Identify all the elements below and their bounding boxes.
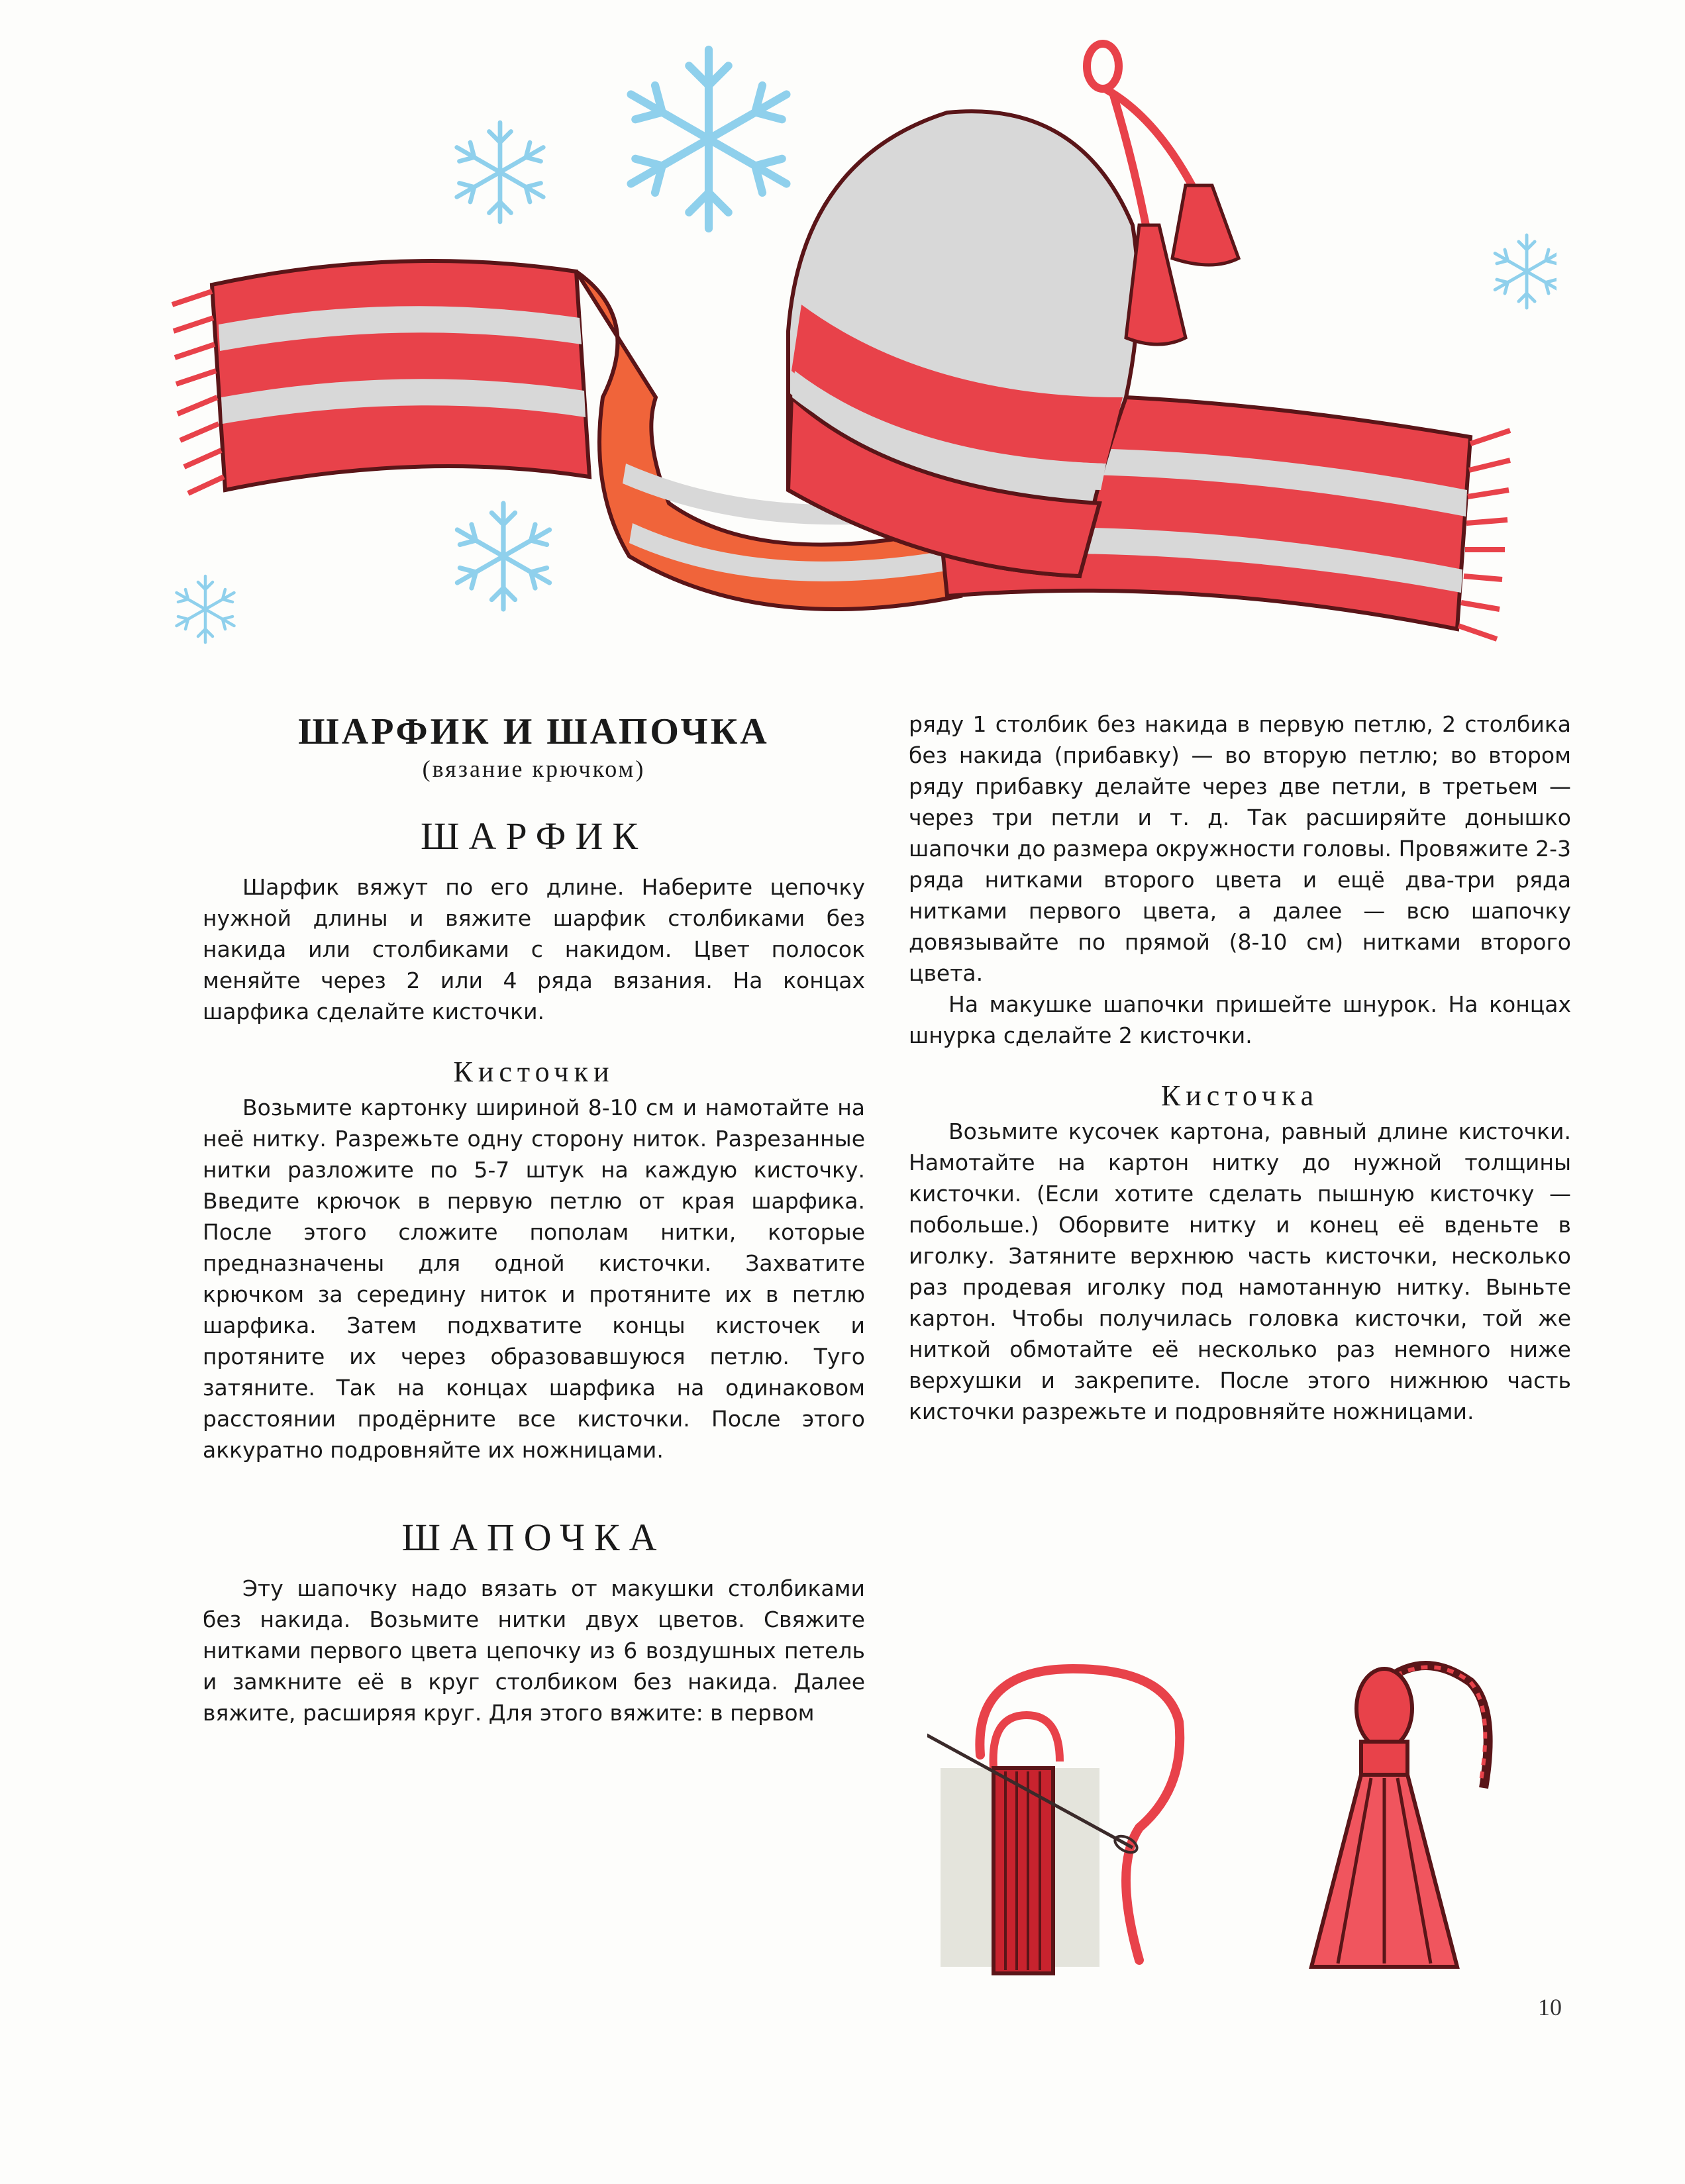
scarf-left-end: [172, 261, 589, 493]
hat: [788, 111, 1138, 576]
tassel-making-illustration: [927, 1656, 1590, 1987]
scarf-heading: ШАРФИК: [420, 815, 648, 858]
page-title: ШАРФИК И ШАПОЧКА: [298, 711, 770, 752]
scarf-tassels-heading: Кисточки: [453, 1056, 615, 1088]
scarf-and-hat-illustration: [166, 26, 1557, 662]
finished-tassel-icon: [1311, 1665, 1488, 1967]
hat-paragraph-part1: Эту шапочку надо вязать от макушки столбиками без накида. Возьмите нитки двух цветов. Свяжите нитками первого цвета цепочку из 6 воздушных петель и замкните её в круг столбиком без накида. Далее вяжите, расширяя круг. Для этого вяжите: в первом: [203, 1575, 865, 1726]
page-number: 10: [1538, 1994, 1562, 2020]
hat-cord-paragraph: На макушке шапочки пришейте шнурок. На концах шнурка сделайте 2 кисточки.: [909, 991, 1571, 1048]
scarf-tassels-paragraph: Возьмите картонку шириной 8-10 см и намотайте на неё нитку. Разрежьте одну сторону ниток. Разрезанные нитки разложите по 5-7 штук на каждую кисточку. Введите крючок в первую петлю от края шарфика. После этого сложите пополам нитки, которые предназначены для одной кисточки. Захватите крючком за середину ниток и протяните их в петлю шарфика. Затем подхватите концы кисточек и протяните их через образовавшуюся петлю. Туго затяните. Так на концах шарфика на одинаковом расстоянии продёрните все кисточки. После этого аккуратно подровняйте их ножницами.: [203, 1095, 865, 1463]
hat-paragraph-part2: ряду 1 столбик без накида в первую петлю, 2 столбика без накида (прибавку) — во вторую петлю; во втором ряду прибавку делайте через две петли, в третьем — через три петли и т. д. Так расширяйте донышко шапочки до размера окружности головы. Провяжите 2-3 ряда нитками второго цвета и ещё два-три ряда нитками первого цвета, а далее — всю шапочку довязывайте по прямой (8-10 см) нитками второго цвета.: [909, 711, 1571, 986]
hat-heading: ШАПОЧКА: [401, 1516, 666, 1559]
left-column: [203, 709, 865, 1728]
scarf-paragraph: Шарфик вяжут по его длине. Наберите цепочку нужной длины и вяжите шарфик столбиками без накида или столбиками с накидом. Цвет полосок меняйте через 2 или 4 ряда вязания. На концах шарфика сделайте кисточки.: [203, 874, 865, 1024]
hat-tassel-paragraph: Возьмите кусочек картона, равный длине кисточки. Намотайте на картон нитку до нужной толщины кисточки. (Если хотите сделать пышную кисточку — побольше.) Оборвите нитку и конец её вденьте в иголку. Затяните верхнюю часть кисточки, несколько раз продевая иголку под намотанную нитку. Выньте картон. Чтобы получилась головка кисточки, той же ниткой обмотайте её несколько раз немного ниже верхушки и закрепите. После этого нижнюю часть кисточки разрежьте и подровняйте ножницами.: [909, 1118, 1571, 1424]
hat-tassel-heading: Кисточка: [1160, 1079, 1319, 1112]
right-column: [909, 709, 1571, 1427]
page-subtitle: (вязание крючком): [422, 756, 646, 782]
